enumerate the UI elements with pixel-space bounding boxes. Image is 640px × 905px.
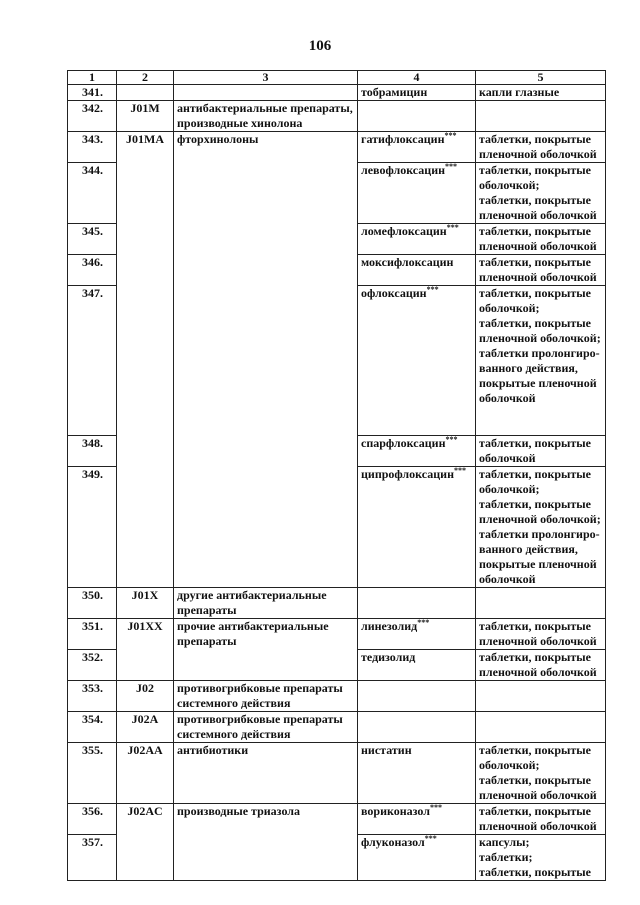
dosage-form: таблетки, покрытые оболочкой <box>476 436 606 467</box>
group-name: производные триазола <box>174 804 358 835</box>
dosage-form: таблетки, покрытые оболочкой; таблетки, покрытые пленочной оболочкой; таблетки пролонгиро-ванного действия, покрытые пленочной оболочкой <box>476 467 606 588</box>
table-row <box>68 132 606 163</box>
dosage-form: таблетки, покрытые пленочной оболочкой <box>476 804 606 835</box>
row-number: 355. <box>68 743 117 804</box>
header-row <box>68 71 606 85</box>
drug-name: ломефлоксацин*** <box>358 224 476 255</box>
group-name: другие антибактериальные препараты <box>174 588 358 619</box>
dosage-form: таблетки, покрытые оболочкой; таблетки, покрытые пленочной оболочкой; таблетки пролонгиро-ванного действия, покрытые пленочной оболочкой <box>476 286 606 436</box>
row-number: 351. <box>68 619 117 650</box>
row-number: 346. <box>68 255 117 286</box>
atc-code <box>117 224 174 255</box>
dosage-form: таблетки, покрытые оболочкой; таблетки, покрытые пленочной оболочкой <box>476 743 606 804</box>
group-name <box>174 436 358 467</box>
row-number: 354. <box>68 712 117 743</box>
dosage-form: капсулы; таблетки; таблетки, покрытые <box>476 835 606 881</box>
drug-name: гатифлоксацин*** <box>358 132 476 163</box>
dosage-form: таблетки, покрытые пленочной оболочкой <box>476 132 606 163</box>
dosage-form <box>476 101 606 132</box>
table-row <box>68 224 606 255</box>
table-row <box>68 712 606 743</box>
group-name: прочие антибактериальные препараты <box>174 619 358 650</box>
drug-name: линезолид*** <box>358 619 476 650</box>
atc-code: J02 <box>117 681 174 712</box>
group-name <box>174 85 358 101</box>
row-number: 347. <box>68 286 117 436</box>
table-row <box>68 588 606 619</box>
drug-name: вориконазол*** <box>358 804 476 835</box>
dosage-form: таблетки, покрытые пленочной оболочкой <box>476 619 606 650</box>
column-header: 1 <box>68 71 117 85</box>
group-name <box>174 286 358 436</box>
table-row <box>68 163 606 224</box>
atc-code <box>117 835 174 881</box>
table-row <box>68 286 606 436</box>
row-number: 345. <box>68 224 117 255</box>
table-row <box>68 436 606 467</box>
group-name: противогрибковые препараты системного действия <box>174 681 358 712</box>
group-name <box>174 224 358 255</box>
column-header: 2 <box>117 71 174 85</box>
drug-name: моксифлоксацин <box>358 255 476 286</box>
atc-code: J02AC <box>117 804 174 835</box>
column-header: 5 <box>476 71 606 85</box>
table-row <box>68 619 606 650</box>
drug-name: тобрамицин <box>358 85 476 101</box>
drug-name: офлоксацин*** <box>358 286 476 436</box>
table-row <box>68 85 606 101</box>
table-row <box>68 255 606 286</box>
dosage-form: таблетки, покрытые пленочной оболочкой <box>476 255 606 286</box>
row-number: 343. <box>68 132 117 163</box>
table-row <box>68 835 606 881</box>
table-row <box>68 101 606 132</box>
atc-code: J01X <box>117 588 174 619</box>
dosage-form: таблетки, покрытые оболочкой; таблетки, покрытые пленочной оболочкой <box>476 163 606 224</box>
dosage-form <box>476 712 606 743</box>
atc-code <box>117 650 174 681</box>
dosage-form <box>476 681 606 712</box>
atc-code <box>117 286 174 436</box>
atc-code: J01M <box>117 101 174 132</box>
table-row <box>68 467 606 588</box>
atc-code <box>117 467 174 588</box>
atc-code <box>117 85 174 101</box>
table-row <box>68 804 606 835</box>
atc-code: J01MA <box>117 132 174 163</box>
atc-code <box>117 163 174 224</box>
group-name <box>174 255 358 286</box>
table-row <box>68 650 606 681</box>
dosage-form: капли глазные <box>476 85 606 101</box>
atc-code: J02AA <box>117 743 174 804</box>
drug-name <box>358 712 476 743</box>
row-number: 356. <box>68 804 117 835</box>
dosage-form: таблетки, покрытые пленочной оболочкой <box>476 224 606 255</box>
group-name <box>174 835 358 881</box>
drug-name <box>358 681 476 712</box>
row-number: 349. <box>68 467 117 588</box>
atc-code <box>117 436 174 467</box>
drug-table <box>67 70 606 881</box>
column-header: 3 <box>174 71 358 85</box>
column-header: 4 <box>358 71 476 85</box>
page-number: 106 <box>308 38 332 54</box>
table-row <box>68 743 606 804</box>
row-number: 352. <box>68 650 117 681</box>
group-name: антибактериальные препараты, производные хинолона <box>174 101 358 132</box>
drug-name: левофлоксацин*** <box>358 163 476 224</box>
atc-code: J01XX <box>117 619 174 650</box>
dosage-form <box>476 588 606 619</box>
row-number: 348. <box>68 436 117 467</box>
group-name <box>174 650 358 681</box>
drug-name: нистатин <box>358 743 476 804</box>
row-number: 341. <box>68 85 117 101</box>
drug-name: флуконазол*** <box>358 835 476 881</box>
row-number: 350. <box>68 588 117 619</box>
drug-name <box>358 101 476 132</box>
group-name <box>174 467 358 588</box>
group-name: антибиотики <box>174 743 358 804</box>
drug-name: ципрофлоксацин*** <box>358 467 476 588</box>
atc-code <box>117 255 174 286</box>
atc-code: J02A <box>117 712 174 743</box>
drug-name <box>358 588 476 619</box>
row-number: 353. <box>68 681 117 712</box>
row-number: 342. <box>68 101 117 132</box>
drug-name: тедизолид <box>358 650 476 681</box>
row-number: 357. <box>68 835 117 881</box>
group-name: противогрибковые препараты системного действия <box>174 712 358 743</box>
group-name: фторхинолоны <box>174 132 358 163</box>
group-name <box>174 163 358 224</box>
dosage-form: таблетки, покрытые пленочной оболочкой <box>476 650 606 681</box>
drug-name: спарфлоксацин*** <box>358 436 476 467</box>
row-number: 344. <box>68 163 117 224</box>
table-row <box>68 681 606 712</box>
